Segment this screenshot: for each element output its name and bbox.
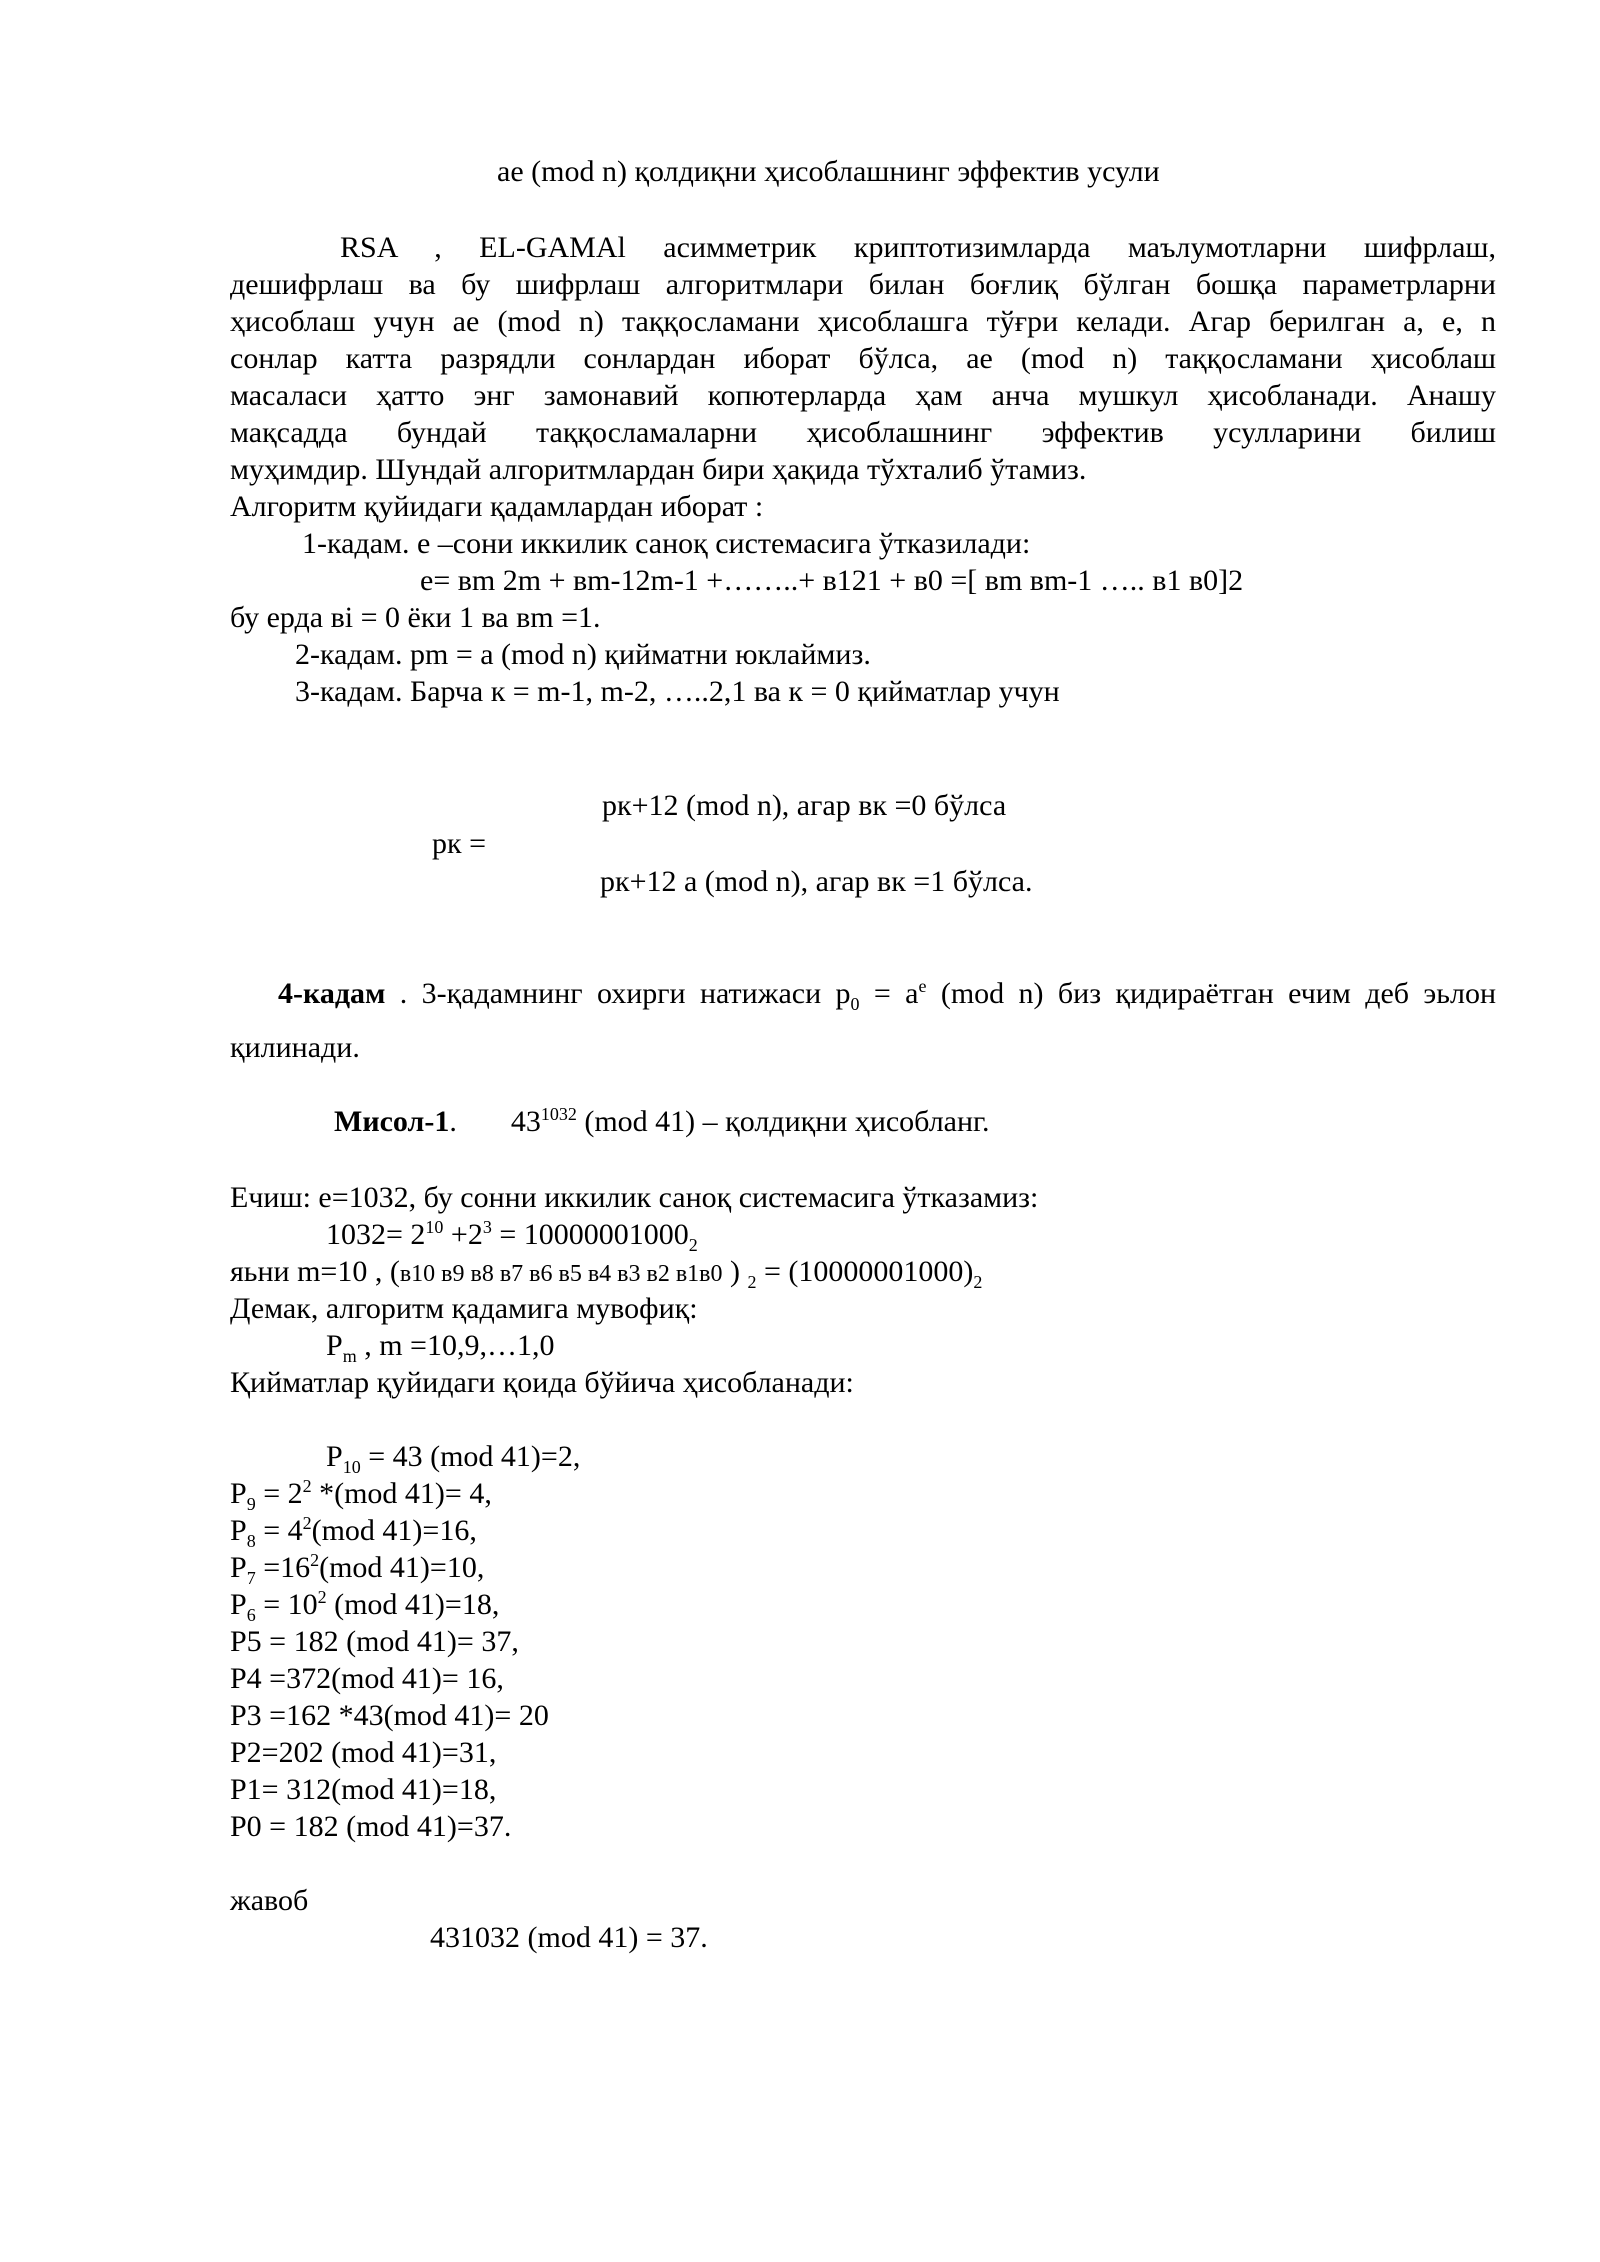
calc-line: P2=202 (mod 41)=31, bbox=[230, 1736, 497, 1769]
intro-line-4: сонлар катта разрядли сонлардан иборат бўлса, ae (mod n) таққосламани ҳисоблаш bbox=[230, 342, 1496, 375]
example-label: Мисол-1 bbox=[334, 1105, 450, 1138]
step-4-label: 4-кадам bbox=[278, 977, 386, 1010]
calc-line: $P_8 = 4^2(mod$ 41)=16, bbox=[230, 1513, 477, 1551]
intro-line-5: масаласи ҳатто энг замонавий копютерларда ҳам анча мушкул ҳисобланади. Анашу bbox=[230, 379, 1496, 412]
step-4: 4-кадам . 3-қадамнинг охирги натижаси $p_0 = a^e$ (mod n) биз қидираётган ечим деб эьлон bbox=[278, 976, 1496, 1014]
step-4-continuation: қилинади. bbox=[230, 1031, 360, 1064]
calc-line: P5 = 182 (mod 41)= 37, bbox=[230, 1625, 519, 1658]
bit-sequence: в10 в9 в8 в7 в6 в5 в4 в3 в2 в1в0 bbox=[399, 1261, 723, 1287]
calc-line: $P_6 = 10^2$ (mod 41)=18, bbox=[230, 1587, 500, 1625]
pk-label: рк = bbox=[432, 827, 486, 860]
case-bk-one: рк+12 a (mod n), агар вк =1 бўлса. bbox=[600, 865, 1033, 898]
calc-line: P3 =162 *43(mod 41)= 20 bbox=[230, 1699, 549, 1732]
solution-line: Ечиш: e=1032, бу сонни иккилик саноқ системасига ўтказамиз: bbox=[230, 1181, 1039, 1214]
intro-line-7: муҳимдир. Шундай алгоритмлардан бири ҳақида тўхталиб ўтамиз. bbox=[230, 453, 1087, 486]
answer-label: жавоб bbox=[230, 1884, 309, 1917]
example-1: Мисол-1. $43^{1032}$ (mod 41) – қолдиқни ҳисобланг. bbox=[334, 1104, 990, 1138]
intro-line-6: мақсадда бундай таққосламаларни ҳисоблашнинг эффектив усулларини билиш bbox=[230, 416, 1496, 449]
calc-line: P4 =372(mod 41)= 16, bbox=[230, 1662, 504, 1695]
algorithm-intro: Алгоритм қуйидаги қадамлардан иборат : bbox=[230, 490, 764, 523]
document-title: ae (mod n) қолдиқни ҳисоблашнинг эффектив усули bbox=[497, 155, 1160, 188]
bi-note: бу ерда вi = 0 ёки 1 ва вm =1. bbox=[230, 601, 601, 634]
case-bk-zero: рк+12 (mod n), агар вк =0 бўлса bbox=[602, 789, 1007, 822]
calc-line: P0 = 182 (mod 41)=37. bbox=[230, 1810, 512, 1843]
intro-line-3: ҳисоблаш учун ae (mod n) таққосламани ҳисоблашга тўғри келади. Агар берилган a, e, n bbox=[230, 305, 1496, 338]
step-1: 1-кадам. e –сони иккилик саноқ системасига ўтказилади: bbox=[302, 527, 1031, 560]
rule-line: Қийматлар қуйидаги қоида бўйича ҳисобланади: bbox=[230, 1366, 854, 1399]
demak-line: Демак, алгоритм қадамига мувофиқ: bbox=[230, 1292, 698, 1325]
binary-expansion: $1032= 2^{10} +2^3 = 10000001000_2$ bbox=[326, 1217, 698, 1255]
m-bits-line: яьни m=10 , (в10 в9 в8 в7 в6 в5 в4 в3 в2 в1в0 ) $_2 = (10000001000)_2$ bbox=[230, 1255, 983, 1292]
calc-line: $P_9 = 2^2$ *(mod 41)= 4, bbox=[230, 1476, 492, 1514]
calc-line: $P_7 =16^2(mod$ 41)=10, bbox=[230, 1550, 485, 1588]
formula-e-binary: e= вm 2m + вm-12m-1 +……..+ в121 + в0 =[ вm вm-1 ….. в1 в0]2 bbox=[420, 564, 1244, 597]
calc-line: $P_{10} = 43$ (mod 41)=2, bbox=[326, 1440, 581, 1477]
pm-line: $P_m$ , m =10,9,…1,0 bbox=[326, 1329, 555, 1366]
step-3: 3-кадам. Барча к = m-1, m-2, …..2,1 ва к = 0 қийматлар учун bbox=[295, 675, 1060, 708]
intro-line-1: RSA , EL-GAMAl асимметрик криптотизимларда маълумотларни шифрлаш, bbox=[340, 231, 1496, 264]
step-2: 2-кадам. pm = a (mod n) қийматни юклаймиз. bbox=[295, 638, 871, 671]
answer-value: 431032 (mod 41) = 37. bbox=[430, 1921, 708, 1954]
calc-line: P1= 312(mod 41)=18, bbox=[230, 1773, 497, 1806]
intro-line-2: дешифрлаш ва бу шифрлаш алгоритмлари билан боғлиқ бўлган бошқа параметрларни bbox=[230, 268, 1496, 301]
